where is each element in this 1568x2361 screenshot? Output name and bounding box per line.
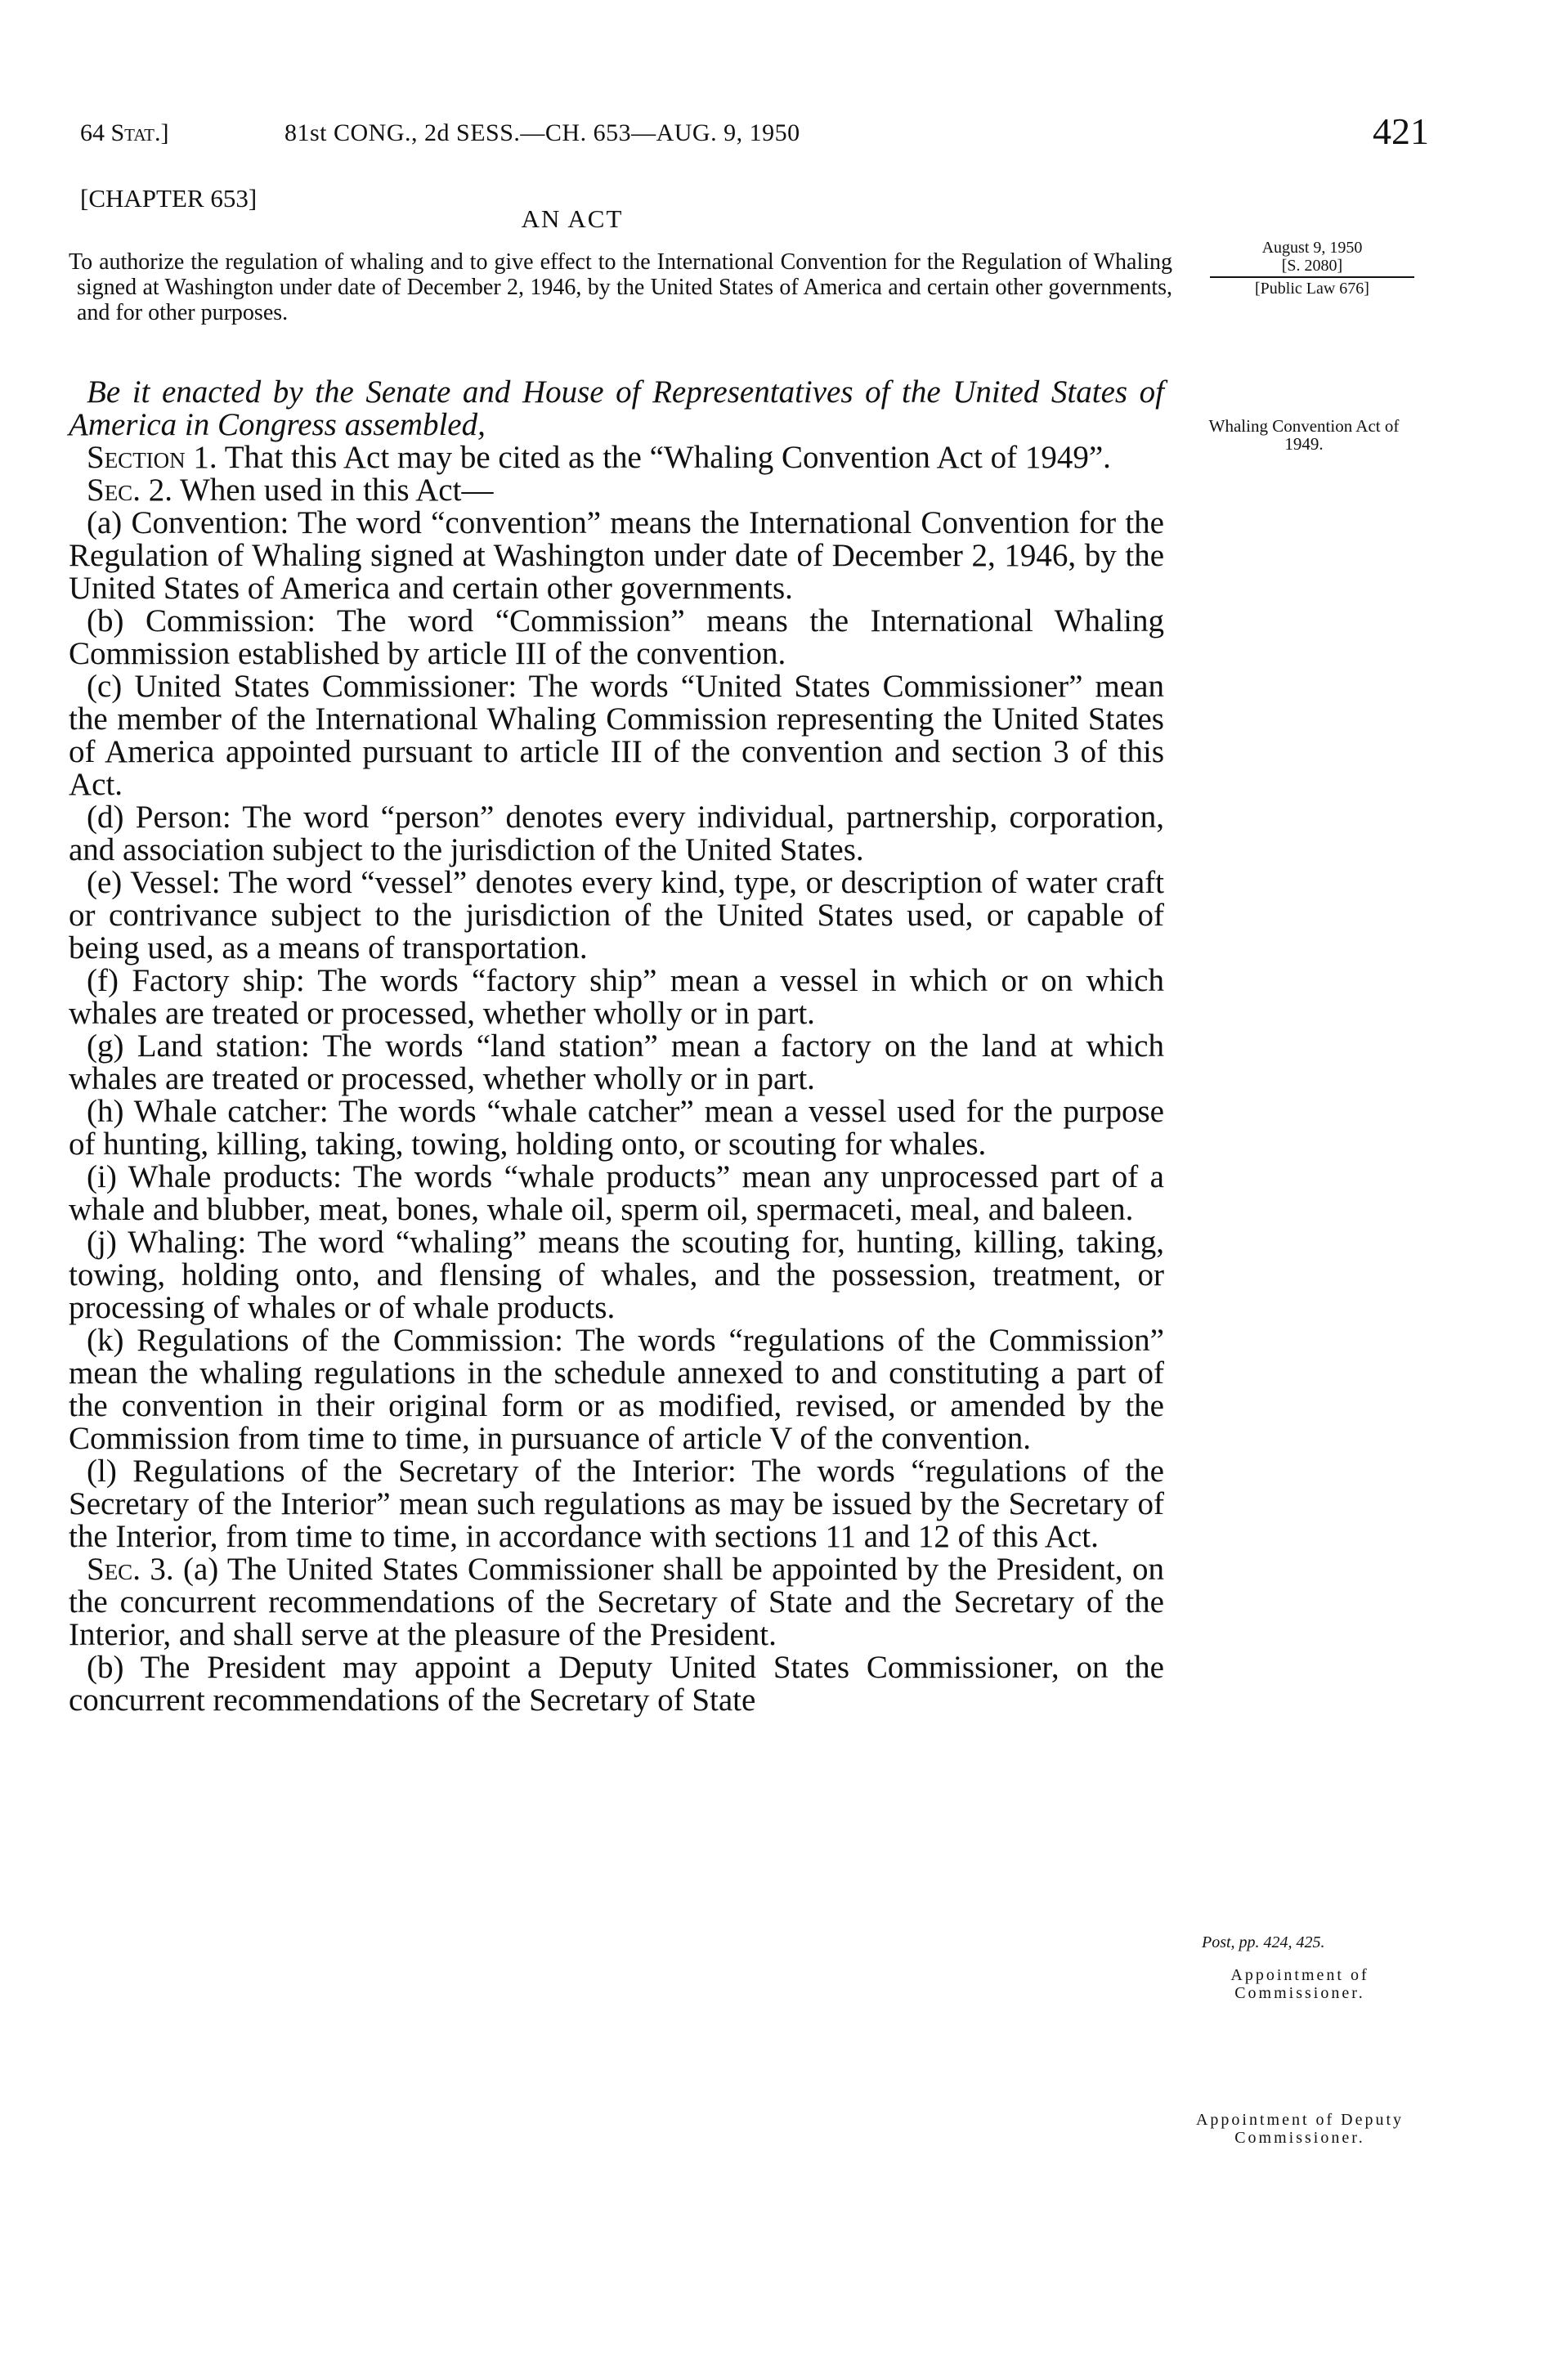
definition-i: (i) Whale products: The words “whale products” mean any unprocessed part of a whale and blubber, meat, bones, whale oil, sperm oil, spermaceti, meal, and baleen.	[69, 1159, 1164, 1227]
definition-k: (k) Regulations of the Commission: The words “regulations of the Commission” mean the whaling regulations in the schedule annexed to and constituting a part of the convention in their original form or as modified, revised, or amended by the Commission from time to time, in pursuance of article V of the convention.	[69, 1323, 1164, 1456]
section-1-text: That this Act may be cited as the “Whaling Convention Act of 1949”.	[217, 440, 1111, 475]
section-3a-text: (a) The United States Commissioner shall be appointed by the President, on the concurrent recommendations of the Secretary of State and the Secretary of the Interior, and shall serve at the pleasure of the President.	[69, 1552, 1164, 1652]
definition-g: (g) Land station: The words “land station” mean a factory on the land at which whales are treated or processed, whether wholly or in part.	[69, 1028, 1164, 1096]
definition-h: (h) Whale catcher: The words “whale catcher” mean a vessel used for the purpose of hunting, killing, taking, towing, holding onto, or scouting for whales.	[69, 1094, 1164, 1162]
enacting-clause-text: Be it enacted by the Senate and House of Representatives of the United States of America in Congress assembled,	[69, 374, 1164, 442]
definition-c: (c) United States Commissioner: The words “United States Commissioner” mean the member of the International Whaling Commission representing the United States of America appointed pursuant to article III of the convention and section 3 of this Act.	[69, 669, 1164, 802]
margin-note-date	[1210, 239, 1414, 298]
definition-e: (e) Vessel: The word “vessel” denotes every kind, type, or description of water craft or contrivance subject to the jurisdiction of the United States used, or capable of being used, as a means of transportation.	[69, 865, 1164, 965]
definition-f: (f) Factory ship: The words “factory ship” mean a vessel in which or on which whales are treated or processed, whether wholly or in part.	[69, 963, 1164, 1031]
cross-reference-text: Post, pp. 424, 425.	[1202, 1933, 1325, 1951]
section-2	[69, 474, 1164, 507]
margin-note-appointment-deputy: Appointment of Deputy Commissioner.	[1195, 2111, 1404, 2147]
page-number: 421	[1373, 110, 1429, 152]
section-2-text: When used in this Act—	[172, 473, 494, 508]
act-synopsis: To authorize the regulation of whaling and to give effect to the International Convention for the Regulation of Whaling signed at Washington under date of December 2, 1946, by the United States of America and certain other governments, and for other purposes.	[69, 249, 1172, 325]
public-law-number: [Public Law 676]	[1255, 280, 1369, 298]
section-3-label: Sec. 3.	[87, 1552, 174, 1587]
running-head	[80, 110, 1429, 159]
bill-number: [S. 2080]	[1281, 257, 1343, 275]
definition-j: (j) Whaling: The word “whaling” means the scouting for, hunting, killing, taking, towing, holding onto, and flensing of whales, and the possession, treatment, or processing of whales or of whale products.	[69, 1225, 1164, 1325]
act-title: AN ACT	[521, 204, 624, 233]
volume-reference: 64 Stat.]	[80, 119, 169, 146]
session-chapter-date: 81st CONG., 2d SESS.—CH. 653—AUG. 9, 1950	[284, 119, 800, 146]
section-1-label: Section 1.	[87, 440, 217, 475]
enactment-date: August 9, 1950	[1261, 239, 1363, 257]
section-2-label: Sec. 2.	[87, 473, 172, 508]
definition-l: (l) Regulations of the Secretary of the Interior: The words “regulations of the Secretary of the Interior” mean such regulations as may be issued by the Secretary of the Interior, from time to time, in accordance with sections 11 and 12 of this Act.	[69, 1454, 1164, 1554]
definition-b: (b) Commission: The word “Commission” means the International Whaling Commission established by article III of the convention.	[69, 603, 1164, 671]
margin-note-appointment-commissioner: Appointment of Commissioner.	[1230, 1966, 1369, 2002]
margin-note-short-title: Whaling Convention Act of 1949.	[1208, 416, 1400, 454]
act-body	[69, 376, 1164, 1717]
section-3a	[69, 1553, 1164, 1651]
enacting-clause	[69, 376, 1164, 441]
definition-a: (a) Convention: The word “convention” means the International Convention for the Regulation of Whaling signed at Washington under date of December 2, 1946, by the United States of America and certain other governments.	[69, 505, 1164, 606]
section-3b: (b) The President may appoint a Deputy United States Commissioner, on the concurrent recommendations of the Secretary of State	[69, 1650, 1164, 1718]
section-1	[69, 441, 1164, 474]
chapter-heading: [CHAPTER 653]	[80, 184, 258, 213]
margin-note-cross-reference	[1202, 1933, 1382, 1951]
margin-rule	[1210, 276, 1414, 278]
definition-d: (d) Person: The word “person” denotes every individual, partnership, corporation, and association subject to the jurisdiction of the United States.	[69, 800, 1164, 867]
